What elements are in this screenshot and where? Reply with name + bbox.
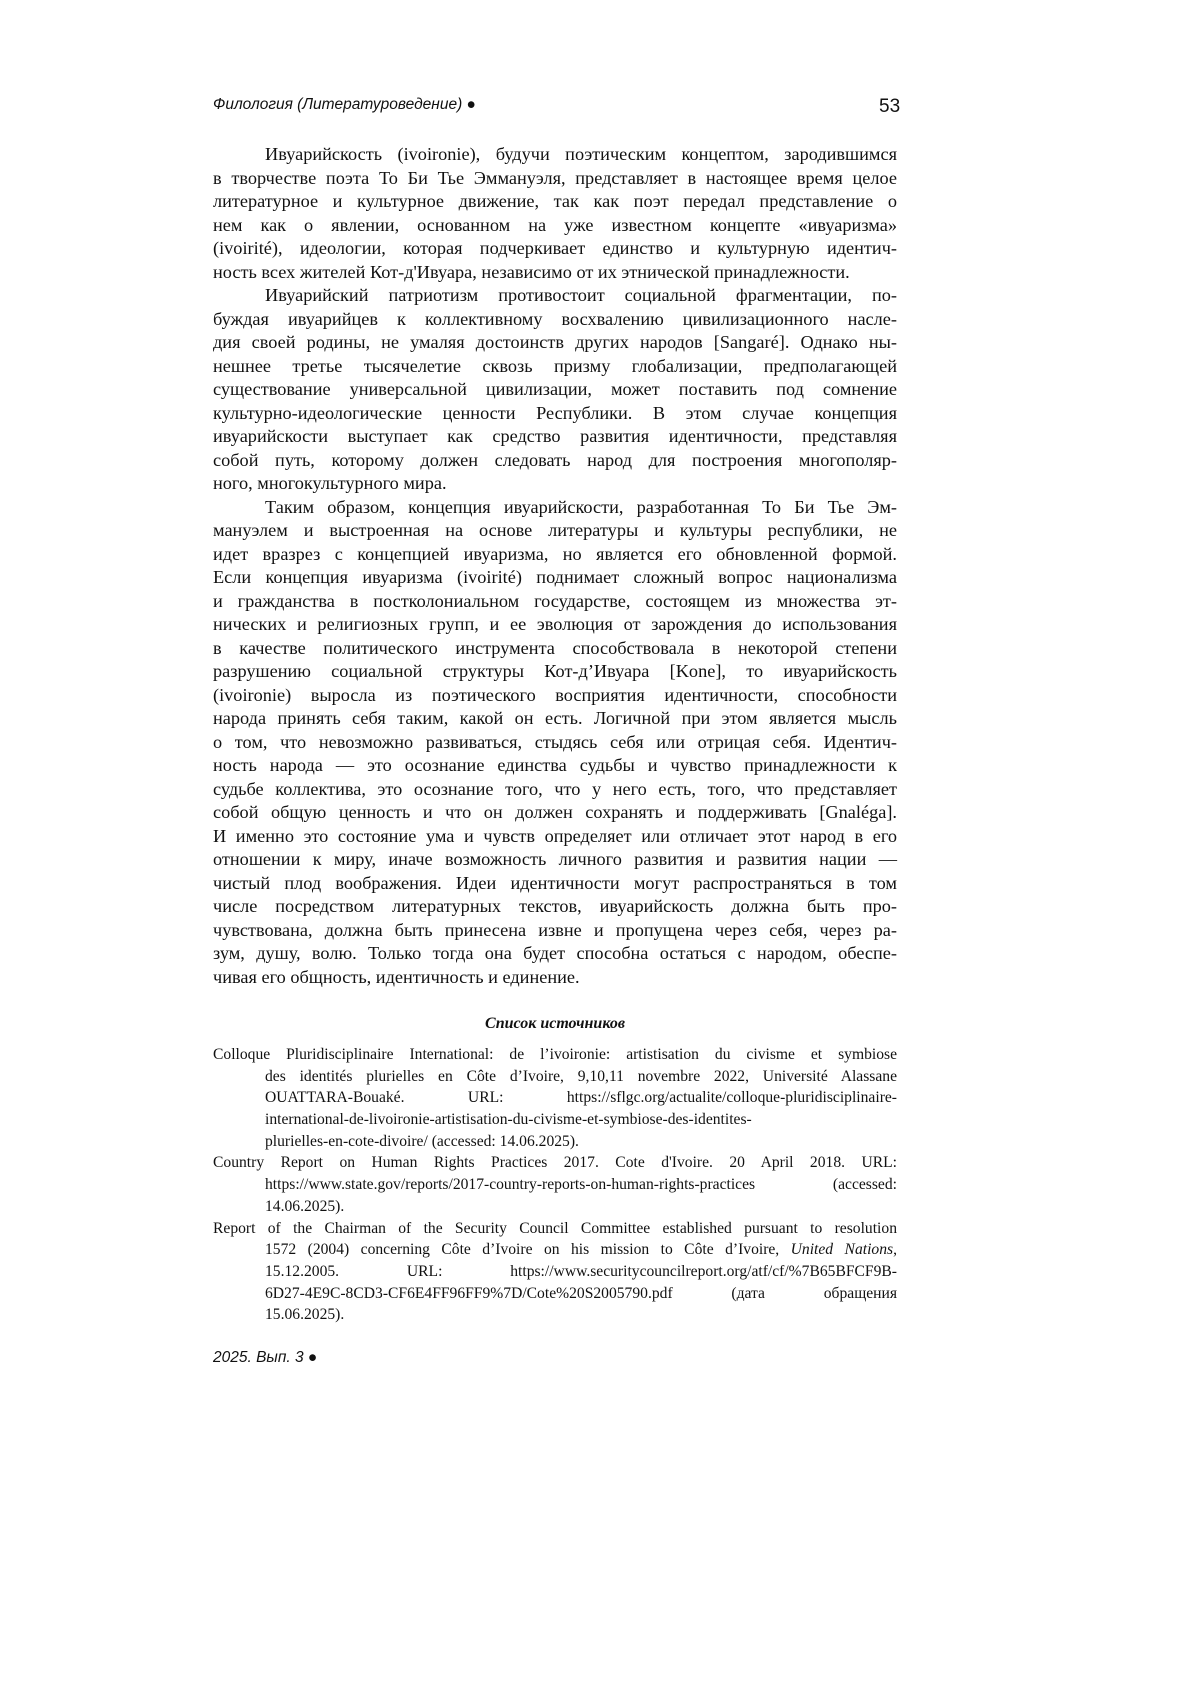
reference-line xyxy=(213,1066,897,1088)
paragraph xyxy=(213,284,897,496)
reference-line xyxy=(213,1304,897,1326)
text-line: чувствована, должна быть принесена извне и пропущена через себя, через ра- xyxy=(213,919,897,943)
reference-text: 1572 (2004) concerning Côte d’Ivoire on his mission to Côte d’Ivoire, xyxy=(265,1241,791,1258)
text-line: собой путь, которому должен следовать народ для построения многополяр- xyxy=(213,449,897,473)
reference-text: 15.12.2005. URL: https://www.securitycouncilreport.org/atf/cf/%7B65BFCF9B- xyxy=(265,1263,897,1280)
running-footer-issue: 2025. Вып. 3 ● xyxy=(213,1349,317,1367)
reference-text: plurielles-en-cote-divoire/ (accessed: 14.06.2025). xyxy=(265,1133,579,1150)
text-line: отношении к миру, иначе возможность личного развития и развития нации — xyxy=(213,848,897,872)
running-header-journal: Филология (Литературоведение) ● xyxy=(213,96,476,114)
reference-text: Country Report on Human Rights Practices 2017. Cote d'Ivoire. 20 April 2018. URL: xyxy=(213,1154,897,1171)
text-line: нем как о явлении, основанном на уже известном концепте «ивуаризма» xyxy=(213,214,897,238)
reference-text: OUATTARA-Bouaké. URL: https://sflgc.org/actualite/colloque-pluridisciplinaire- xyxy=(265,1089,897,1106)
reference-item xyxy=(213,1152,897,1217)
reference-line xyxy=(213,1109,897,1131)
reference-text: international-de-livoironie-artistisation-du-civisme-et-symbiose-des-identites- xyxy=(265,1111,752,1128)
reference-line xyxy=(213,1174,897,1196)
text-line: чивая его общность, идентичность и единение. xyxy=(213,966,897,990)
reference-item xyxy=(213,1044,897,1152)
text-line: существование универсальной цивилизации, может поставить под сомнение xyxy=(213,378,897,402)
reference-line xyxy=(213,1283,897,1305)
reference-line xyxy=(213,1044,897,1066)
paragraph xyxy=(213,143,897,284)
text-line: литературное и культурное движение, так как поэт передал представление о xyxy=(213,190,897,214)
text-line: нических и религиозных групп, и ее эволюция от зарождения до использования xyxy=(213,613,897,637)
reference-publisher-italic: United Nations xyxy=(791,1241,893,1258)
text-line: ного, многокультурного мира. xyxy=(213,472,897,496)
reference-line xyxy=(213,1087,897,1109)
reference-text: 14.06.2025). xyxy=(265,1198,344,1215)
reference-line xyxy=(213,1196,897,1218)
text-line: идет вразрез с концепцией ивуаризма, но является его обновленной формой. xyxy=(213,543,897,567)
text-line: Если концепция ивуаризма (ivoirité) поднимает сложный вопрос национализма xyxy=(213,566,897,590)
text-line: в творчестве поэта То Би Тье Эммануэля, представляет в настоящее время целое xyxy=(213,167,897,191)
text-line: (ivoironie) выросла из поэтического восприятия идентичности, способности xyxy=(213,684,897,708)
reference-text: https://www.state.gov/reports/2017-country-reports-on-human-rights-practices (accessed: xyxy=(265,1176,897,1193)
text-line: народа принять себя таким, какой он есть. Логичной при этом является мысль xyxy=(213,707,897,731)
text-line: буждая ивуарийцев к коллективному восхвалению цивилизационного насле- xyxy=(213,308,897,332)
reference-line xyxy=(213,1131,897,1153)
reference-text: , xyxy=(893,1241,897,1258)
reference-text: 15.06.2025). xyxy=(265,1306,344,1323)
reference-text: Colloque Pluridisciplinaire International: de l’ivoironie: artistisation du civisme et symbiose xyxy=(213,1046,897,1063)
text-line: нешнее третье тысячелетие сквозь призму глобализации, предполагающей xyxy=(213,355,897,379)
text-line: (ivoirité), идеологии, которая подчеркивает единство и культурную идентич- xyxy=(213,237,897,261)
references-list xyxy=(213,1044,897,1326)
text-line: собой общую ценность и что он должен сохранять и поддерживать [Gnaléga]. xyxy=(213,801,897,825)
text-line: числе посредством литературных текстов, ивуарийскость должна быть про- xyxy=(213,895,897,919)
text-line: и гражданства в постколониальном государстве, состоящем из множества эт- xyxy=(213,590,897,614)
reference-line xyxy=(213,1239,897,1261)
reference-text: des identités plurielles en Côte d’Ivoire, 9,10,11 novembre 2022, Université Alassane xyxy=(265,1068,897,1085)
reference-line xyxy=(213,1261,897,1283)
text-line: Ивуарийскость (ivoironie), будучи поэтическим концептом, зародившимся xyxy=(213,143,897,167)
text-line: чистый плод воображения. Идеи идентичности могут распространяться в том xyxy=(213,872,897,896)
references-heading: Список источников xyxy=(213,1015,897,1033)
reference-text: Report of the Chairman of the Security Council Committee established pursuant to resolution xyxy=(213,1220,897,1237)
page-number: 53 xyxy=(879,96,900,118)
text-line: ивуарийскости выступает как средство развития идентичности, представляя xyxy=(213,425,897,449)
text-line: разрушению социальной структуры Кот-д’Ивуара [Kone], то ивуарийскость xyxy=(213,660,897,684)
text-line: ность народа — это осознание единства судьбы и чувство принадлежности к xyxy=(213,754,897,778)
text-line: дия своей родины, не умаляя достоинств других народов [Sangaré]. Однако ны- xyxy=(213,331,897,355)
text-line: Ивуарийский патриотизм противостоит социальной фрагментации, по- xyxy=(213,284,897,308)
text-line: зум, душу, волю. Только тогда она будет способна остаться с народом, обеспе- xyxy=(213,942,897,966)
reference-text: 6D27-4E9C-8CD3-CF6E4FF96FF9%7D/Cote%20S2005790.pdf (дата обращения xyxy=(265,1285,897,1302)
text-line: культурно-идеологические ценности Республики. В этом случае концепция xyxy=(213,402,897,426)
body-text xyxy=(213,143,897,989)
text-line: Таким образом, концепция ивуарийскости, разработанная То Би Тье Эм- xyxy=(213,496,897,520)
text-line: мануэлем и выстроенная на основе литературы и культуры республики, не xyxy=(213,519,897,543)
text-line: ность всех жителей Кот-д'Ивуара, независимо от их этнической принадлежности. xyxy=(213,261,897,285)
reference-line xyxy=(213,1152,897,1174)
text-line: И именно это состояние ума и чувств определяет или отличает этот народ в его xyxy=(213,825,897,849)
reference-item xyxy=(213,1218,897,1326)
text-line: судьбе коллектива, это осознание того, что у него есть, того, что представляет xyxy=(213,778,897,802)
paragraph xyxy=(213,496,897,990)
text-line: о том, что невозможно развиваться, стыдясь себя или отрицая себя. Идентич- xyxy=(213,731,897,755)
reference-line xyxy=(213,1218,897,1240)
text-line: в качестве политического инструмента способствовала в некоторой степени xyxy=(213,637,897,661)
